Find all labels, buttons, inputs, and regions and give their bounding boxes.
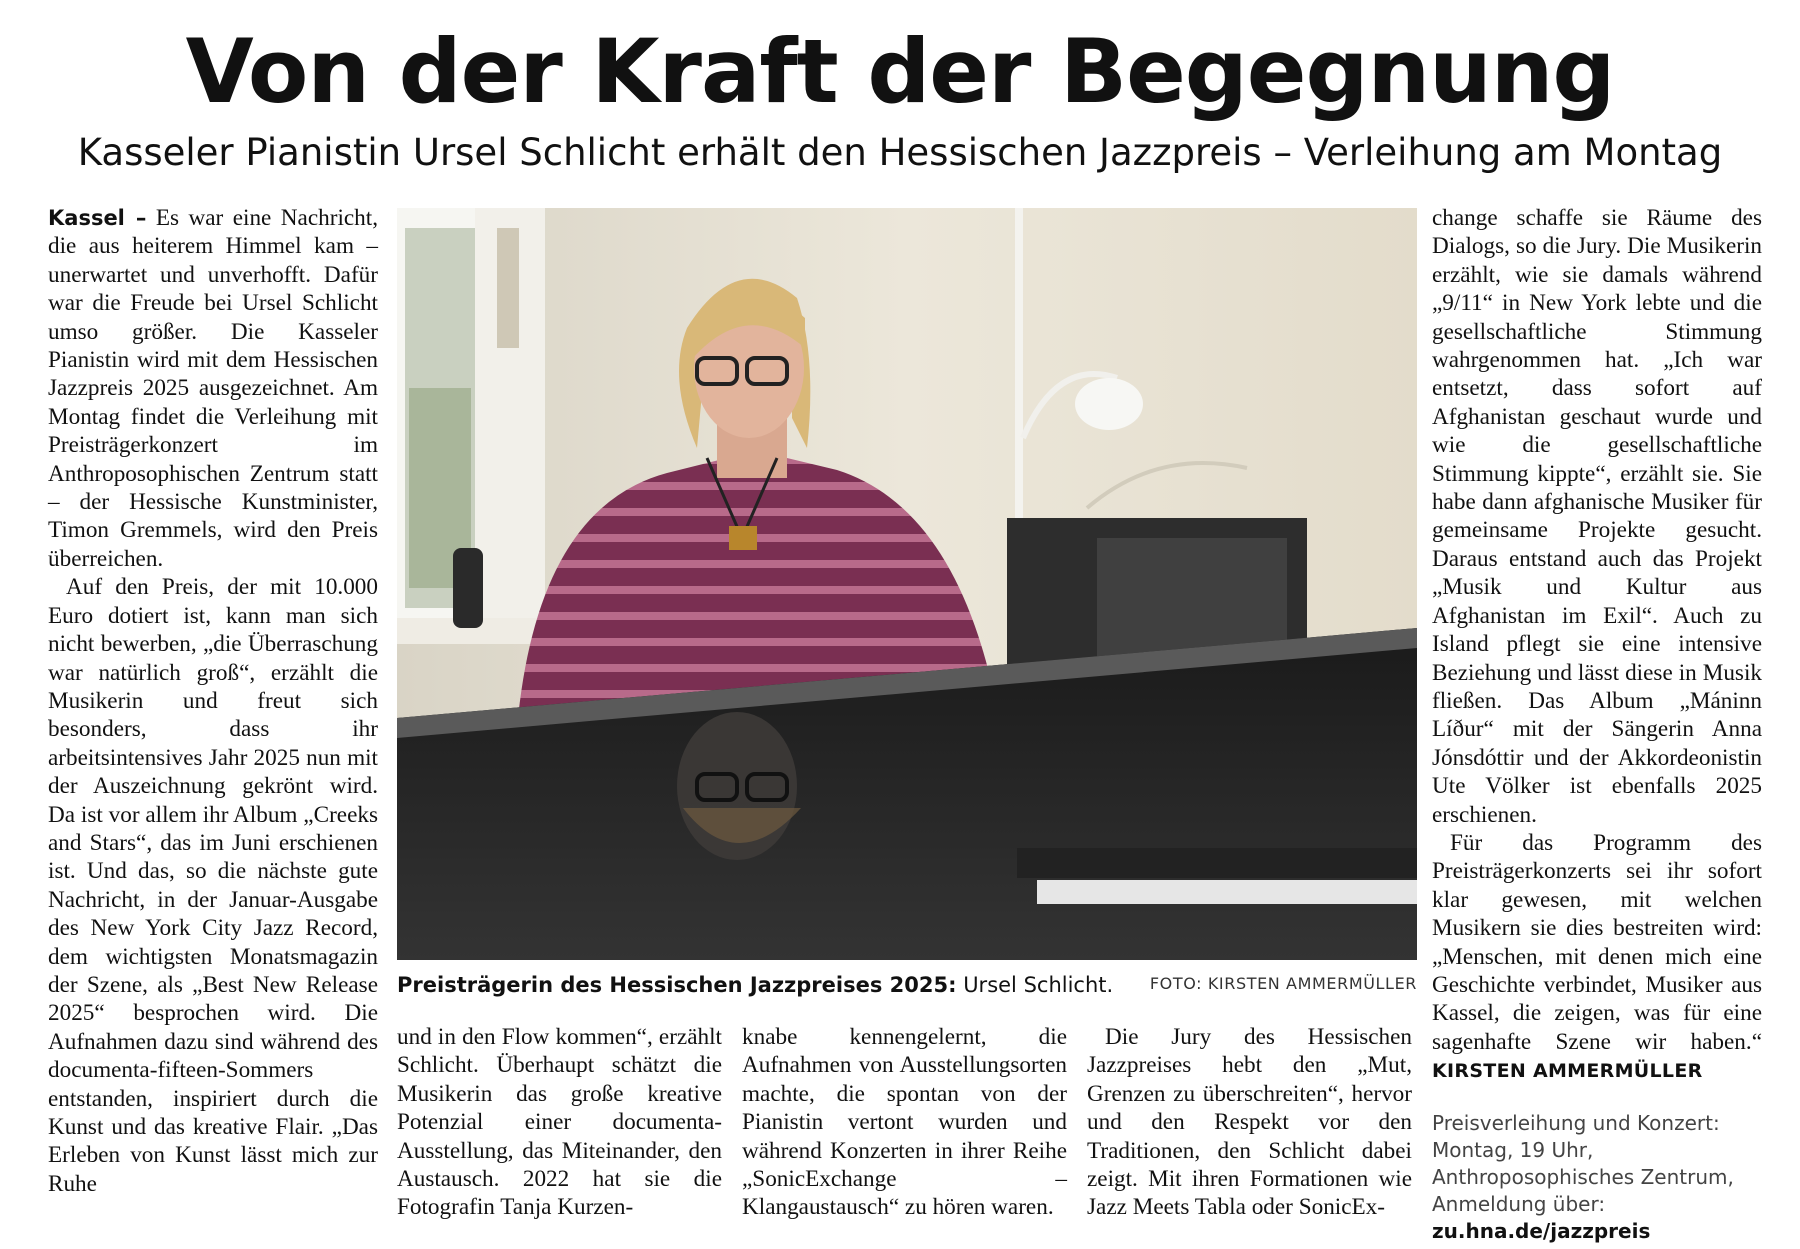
caption-bold: Preisträgerin des Hessischen Jazzpreises 2025: [397, 973, 957, 997]
caption-text [397, 970, 1113, 1000]
paragraph: Auf den Preis, der mit 10.000 Euro dotiert ist, kann man sich nicht bewerben, „die Überraschung war natürlich groß“, erzählt die Musikerin und freut sich besonders, dass ihr arbeitsintensives Jahr 2025 nun mit der Auszeichnung gekrönt wird. Da ist vor allem ihr Album „Creeks and Stars“, das im Juni erschienen ist. Und das, so die nächste gute Nachricht, in der Januar-Ausgabe des New York City Jazz Record, dem wichtigsten Monatsmagazin der Szene, als „Best New Release 2025“ besprochen wird. Die Aufnahmen dazu sind während des documenta-fifteen-Sommers entstanden, inspiriert durch die Kunst und das kreative Flair. „Das Erleben von Kunst lässt mich zur Ruhe [48, 574, 378, 1197]
photo-credit: FOTO: KIRSTEN AMMERMÜLLER [1149, 974, 1417, 993]
paragraph-text: Für das Programm des Preisträgerkonzerts sei ihr sofort klar gewesen, mit welchen Musikern sie dies bestreiten wird: „Menschen, mit denen mich eine Geschichte verbindet, Musiker aus Kassel, die zeigen, was für eine sagenhafte Szene wir haben.“ [1432, 829, 1762, 1055]
event-info [1432, 1110, 1772, 1245]
paragraph: Die Jury des Hessischen Jazzpreises hebt den „Mut, Grenzen zu überschreiten“, hervor und den Respekt vor den Traditionen, den Schlicht dabei zeigt. Mit ihren Formationen wie Jazz Meets Tabla oder SonicEx- [1087, 1024, 1412, 1221]
paragraph: und in den Flow kommen“, erzählt Schlicht. Überhaupt schätzt die Musikerin das große kreative Potenzial einer documenta-Ausstellung, das Miteinander, den Austausch. 2022 hat sie die Fotografin Tanja Kurzen- [397, 1024, 722, 1221]
event-link[interactable]: zu.hna.de/jazzpreis [1432, 1219, 1651, 1243]
subheadline: Kasseler Pianistin Ursel Schlicht erhält den Hessischen Jazzpreis – Verleihung am Montag [77, 131, 1723, 174]
photo-caption [397, 970, 1417, 1002]
headline: Von der Kraft der Begegnung [185, 20, 1615, 123]
author-byline: KIRSTEN AMMERMÜLLER [1432, 1060, 1703, 1083]
dateline: Kassel – [48, 206, 147, 230]
event-info-text: Preisverleihung und Konzert: Montag, 19 Uhr, Anthroposophisches Zentrum, Anmeldung über: [1432, 1111, 1734, 1216]
paragraph-text: Es war eine Nachricht, die aus heiterem Himmel kam – unerwartet und unverhofft. Dafür war die Freude bei Ursel Schlicht umso größer. Die Kasseler Pianistin wird mit dem Hessischen Jazzpreis 2025 ausgezeichnet. Am Montag findet die Verleihung mit Preisträgerkonzert im Anthroposophischen Zentrum statt – der Hessische Kunstminister, Timon Gremmels, wird den Preis überreichen. [48, 205, 379, 572]
caption-name: Ursel Schlicht. [956, 973, 1114, 997]
article-column-4 [1087, 1023, 1412, 1222]
paragraph: knabe kennengelernt, die Aufnahmen von Ausstellungsorten machte, die spontan von der Pianistin vertont wurden und während Konzerten in ihrer Reihe „SonicExchange – Klangaustausch“ zu hören waren. [742, 1024, 1067, 1221]
article-column-5 [1432, 204, 1762, 1086]
article-column-2 [397, 1023, 722, 1222]
paragraph [1432, 829, 1762, 1086]
article-column-3 [742, 1023, 1067, 1222]
paragraph [48, 204, 378, 573]
article-column-1 [48, 204, 378, 1198]
paragraph: change schaffe sie Räume des Dialogs, so die Jury. Die Musikerin erzählt, wie sie damals während „9/11“ in New York lebte und die gesellschaftliche Stimmung wahrgenommen hat. „Ich war entsetzt, dass sofort auf Afghanistan geschaut wurde und wie die gesellschaftliche Stimmung kippte“, erzählt sie. Sie habe dann afghanische Musiker für gemeinsame Projekte gesucht. Daraus entstand auch das Projekt „Musik und Kultur aus Afghanistan im Exil“. Auch zu Island pflegt sie eine intensive Beziehung und lässt diese in Musik fließen. Das Album „Máninn Líður“ mit der Sängerin Anna Jónsdóttir und der Akkordeonistin Ute Völker ist ebenfalls 2025 erschienen. [1432, 205, 1762, 828]
article-photo [397, 208, 1417, 960]
